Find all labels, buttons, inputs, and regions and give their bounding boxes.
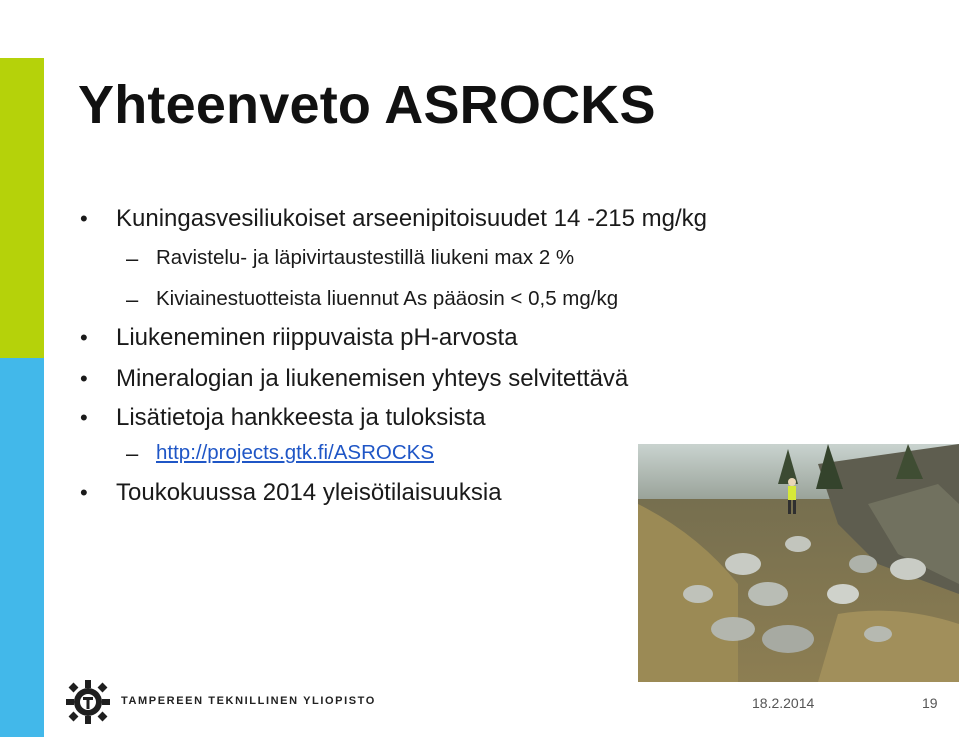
- bullet-marker: •: [80, 366, 88, 391]
- bullet-marker: •: [80, 325, 88, 350]
- bullet-item: Kuningasvesiliukoiset arseenipitoisuudet 14 -215 mg/kg: [116, 205, 708, 232]
- bullet-item: Mineralogian ja liukenemisen yhteys selvitettävä: [116, 365, 629, 392]
- slide-title: Yhteenveto ASROCKS: [78, 75, 656, 135]
- field-photo-image: [638, 444, 959, 682]
- bullet-marker: •: [80, 480, 88, 505]
- bullet-item: Liukeneminen riippuvaista pH-arvosta: [116, 324, 518, 351]
- sub-bullet-marker: –: [126, 246, 139, 271]
- slide-date: 18.2.2014: [752, 695, 815, 711]
- organization-name: TAMPEREEN TEKNILLINEN YLIOPISTO: [121, 695, 376, 707]
- field-photo: [638, 444, 959, 682]
- university-logo: [64, 678, 112, 726]
- sub-bullet-marker: –: [126, 287, 139, 312]
- bullet-marker: •: [80, 405, 88, 430]
- sub-bullet-item: Kiviainestuotteista liuennut As pääosin < 0,5 mg/kg: [156, 287, 619, 310]
- project-link[interactable]: http://projects.gtk.fi/ASROCKS: [156, 441, 434, 464]
- gear-logo-icon: [64, 678, 112, 726]
- bullet-item: Lisätietoja hankkeesta ja tuloksista: [116, 404, 486, 431]
- page-number: 19: [922, 695, 938, 711]
- sub-bullet-item: Ravistelu- ja läpivirtaustestillä liukeni max 2 %: [156, 246, 575, 269]
- bullet-marker: •: [80, 206, 88, 231]
- bullet-item: Toukokuussa 2014 yleisötilaisuuksia: [116, 479, 502, 506]
- sub-bullet-marker: –: [126, 441, 139, 466]
